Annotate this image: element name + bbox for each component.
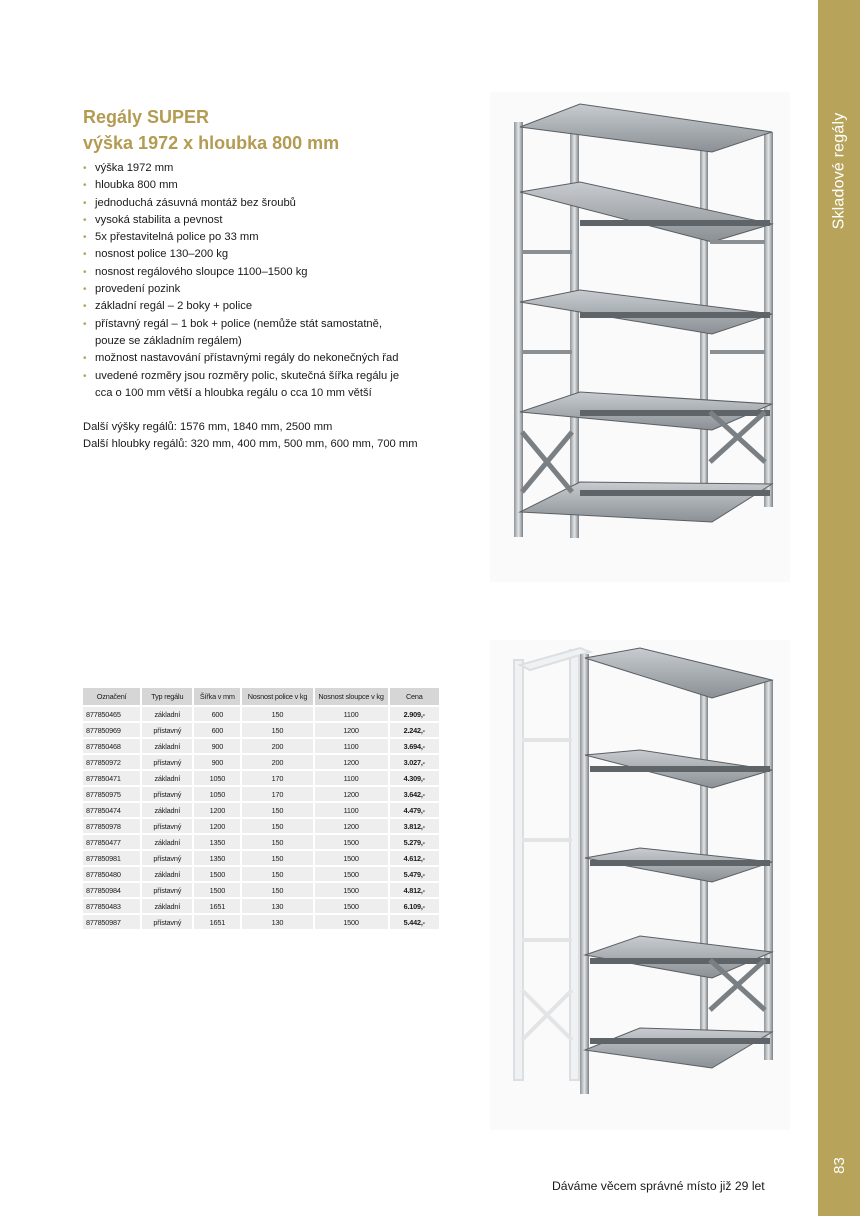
- table-cell: 877850981: [83, 850, 141, 866]
- table-cell: 150: [241, 850, 313, 866]
- table-cell: 877850975: [83, 786, 141, 802]
- table-row: [83, 898, 440, 914]
- table-cell: 600: [193, 706, 241, 722]
- feature-item: • nosnost police 130–200 kg: [83, 246, 443, 263]
- page-title: [83, 104, 339, 156]
- table-cell: základní: [141, 738, 193, 754]
- table-cell: 1200: [193, 802, 241, 818]
- extra-info: [83, 419, 418, 453]
- feature-item: • uvedené rozměry jsou rozměry polic, skutečná šířka regálu je cca o 100 mm větší a hloubka regálu o cca 10 mm větší: [83, 368, 410, 403]
- table-cell: 3.812,-: [389, 818, 440, 834]
- table-cell: 900: [193, 754, 241, 770]
- table-cell: 5.479,-: [389, 866, 440, 882]
- table-cell: 1200: [314, 754, 389, 770]
- table-cell: základní: [141, 834, 193, 850]
- table-cell: 6.109,-: [389, 898, 440, 914]
- table-cell: 1500: [314, 866, 389, 882]
- table-cell: 4.812,-: [389, 882, 440, 898]
- feature-item: • přístavný regál – 1 bok + police (nemůže stát samostatně, pouze se základním regálem): [83, 316, 405, 351]
- table-cell: 150: [241, 706, 313, 722]
- product-table: [83, 688, 441, 929]
- table-cell: 150: [241, 866, 313, 882]
- feature-item: • základní regál – 2 boky + police: [83, 298, 443, 315]
- table-cell: 1500: [314, 898, 389, 914]
- table-cell: 1100: [314, 706, 389, 722]
- feature-list: [83, 160, 443, 402]
- table-cell: 5.442,-: [389, 914, 440, 929]
- title-line-1: Regály SUPER: [83, 107, 210, 127]
- table-cell: 1100: [314, 738, 389, 754]
- table-cell: 1500: [314, 914, 389, 929]
- table-header-row: [83, 688, 440, 706]
- table-cell: přístavný: [141, 882, 193, 898]
- table-cell: 1050: [193, 786, 241, 802]
- extra-heights: Další výšky regálů: 1576 mm, 1840 mm, 2500 mm: [83, 421, 333, 433]
- table-cell: 150: [241, 834, 313, 850]
- table-cell: 2.909,-: [389, 706, 440, 722]
- table-cell: 877850474: [83, 802, 141, 818]
- table-cell: 1200: [314, 786, 389, 802]
- table-cell: 200: [241, 738, 313, 754]
- table-cell: 877850483: [83, 898, 141, 914]
- feature-item: • hloubka 800 mm: [83, 177, 443, 194]
- table-cell: 877850984: [83, 882, 141, 898]
- table-row: [83, 786, 440, 802]
- page-number: 83: [830, 1156, 848, 1174]
- section-title: Skladové regály: [830, 112, 847, 230]
- table-cell: 200: [241, 754, 313, 770]
- table-cell: přístavný: [141, 818, 193, 834]
- table-cell: 877850471: [83, 770, 141, 786]
- table-row: [83, 818, 440, 834]
- col-code: Označení: [83, 688, 141, 706]
- table-cell: základní: [141, 898, 193, 914]
- table-cell: přístavný: [141, 850, 193, 866]
- col-column-load: Nosnost sloupce v kg: [314, 688, 389, 706]
- feature-item: • výška 1972 mm: [83, 160, 443, 177]
- table-cell: 4.309,-: [389, 770, 440, 786]
- table-row: [83, 850, 440, 866]
- table-cell: 5.279,-: [389, 834, 440, 850]
- table-cell: 1651: [193, 898, 241, 914]
- table-cell: 4.479,-: [389, 802, 440, 818]
- table-cell: 150: [241, 802, 313, 818]
- feature-item: • 5x přestavitelná police po 33 mm: [83, 229, 443, 246]
- table-cell: 2.242,-: [389, 722, 440, 738]
- table-cell: 600: [193, 722, 241, 738]
- table-cell: přístavný: [141, 754, 193, 770]
- table-cell: 1200: [193, 818, 241, 834]
- table-cell: přístavný: [141, 722, 193, 738]
- table-cell: 877850987: [83, 914, 141, 929]
- table-cell: 1100: [314, 802, 389, 818]
- feature-item: • jednoduchá zásuvná montáž bez šroubů: [83, 195, 443, 212]
- table-row: [83, 802, 440, 818]
- table-cell: 150: [241, 818, 313, 834]
- table-cell: 130: [241, 914, 313, 929]
- table-cell: 3.027,-: [389, 754, 440, 770]
- title-line-2: výška 1972 x hloubka 800 mm: [83, 133, 340, 153]
- table-cell: 1500: [193, 882, 241, 898]
- table-cell: 877850972: [83, 754, 141, 770]
- table-cell: 170: [241, 786, 313, 802]
- table-cell: 130: [241, 898, 313, 914]
- table-cell: 877850978: [83, 818, 141, 834]
- table-row: [83, 738, 440, 754]
- table-cell: 877850477: [83, 834, 141, 850]
- table-row: [83, 866, 440, 882]
- feature-item: • vysoká stabilita a pevnost: [83, 212, 443, 229]
- table-row: [83, 770, 440, 786]
- add-on-shelf-illustration: [490, 640, 790, 1130]
- footer-slogan: Dáváme věcem správné místo již 29 let: [552, 1179, 765, 1193]
- table-cell: přístavný: [141, 914, 193, 929]
- basic-shelf-illustration: [490, 92, 790, 582]
- table-cell: 150: [241, 882, 313, 898]
- feature-item: • nosnost regálového sloupce 1100–1500 kg: [83, 264, 443, 281]
- col-price: Cena: [389, 688, 440, 706]
- col-type: Typ regálu: [141, 688, 193, 706]
- table-cell: 877850969: [83, 722, 141, 738]
- table-cell: 3.642,-: [389, 786, 440, 802]
- table-cell: 1500: [314, 850, 389, 866]
- col-shelf-load: Nosnost police v kg: [241, 688, 313, 706]
- col-width: Šířka v mm: [193, 688, 241, 706]
- table-row: [83, 706, 440, 722]
- extra-depths: Další hloubky regálů: 320 mm, 400 mm, 500 mm, 600 mm, 700 mm: [83, 438, 418, 450]
- table-cell: 1500: [193, 866, 241, 882]
- table-cell: 1350: [193, 834, 241, 850]
- table-cell: 1350: [193, 850, 241, 866]
- table-cell: 1500: [314, 882, 389, 898]
- table-cell: přístavný: [141, 786, 193, 802]
- table-row: [83, 882, 440, 898]
- table-cell: 1200: [314, 722, 389, 738]
- table-cell: 1100: [314, 770, 389, 786]
- table-cell: 900: [193, 738, 241, 754]
- table-row: [83, 754, 440, 770]
- table-cell: 877850468: [83, 738, 141, 754]
- table-cell: základní: [141, 770, 193, 786]
- table-row: [83, 834, 440, 850]
- table-row: [83, 914, 440, 929]
- table-cell: 170: [241, 770, 313, 786]
- table-cell: 1200: [314, 818, 389, 834]
- table-cell: 877850480: [83, 866, 141, 882]
- table-row: [83, 722, 440, 738]
- table-cell: základní: [141, 866, 193, 882]
- table-cell: 150: [241, 722, 313, 738]
- feature-item: • provedení pozink: [83, 281, 443, 298]
- table-cell: 3.694,-: [389, 738, 440, 754]
- table-cell: 1050: [193, 770, 241, 786]
- feature-item: • možnost nastavování přístavnými regály do nekonečných řad: [83, 350, 443, 367]
- table-cell: 4.612,-: [389, 850, 440, 866]
- table-cell: 1500: [314, 834, 389, 850]
- table-cell: 877850465: [83, 706, 141, 722]
- table-cell: základní: [141, 802, 193, 818]
- table-cell: 1651: [193, 914, 241, 929]
- table-cell: základní: [141, 706, 193, 722]
